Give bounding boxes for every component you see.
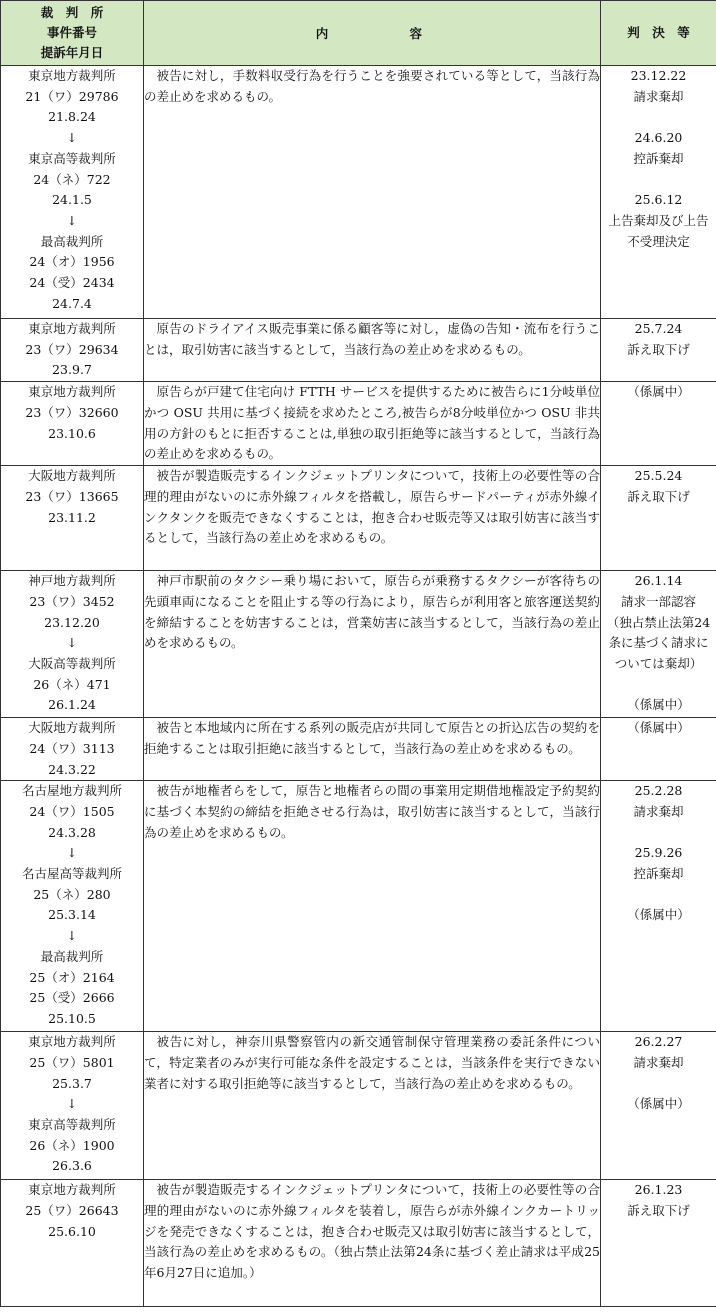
judgment-line: 請求一部認容 xyxy=(620,593,696,609)
court-line: 25（オ）2164 xyxy=(29,969,115,985)
court-line: 24（オ）1956 xyxy=(29,254,115,270)
content-cell: 被告が地権者らをして，原告と地権者らの間の事業用定期借地権設定予約契約に基づく本契約の締結を拒絶させる行為は，取引妨害に該当するとして，当該行為の差止めを求めるもの。 xyxy=(144,781,601,1032)
court-line: 23.11.2 xyxy=(48,509,96,525)
case-row xyxy=(1,66,716,319)
judgment-line xyxy=(601,107,716,128)
court-line: 25（ワ）26643 xyxy=(25,1202,119,1218)
case-row xyxy=(1,781,716,1032)
court-line: 23（ワ）3452 xyxy=(29,593,115,609)
content-cell: 神戸市駅前のタクシー乗り場において，原告らが乗務するタクシーが客待ちの先頭車両になることを阻止する等の行為により，原告らが利用客と旅客運送契約を締結することを妨害することは，営業妨害に該当するとして，当該行為の差止めを求めるもの。 xyxy=(144,571,601,718)
case-row xyxy=(1,466,716,571)
judgment-line: 24.6.20 xyxy=(634,130,683,146)
judgment-cell xyxy=(601,571,716,718)
judgment-cell xyxy=(601,382,716,466)
court-line: 23（ワ）29634 xyxy=(25,341,119,357)
court-line: 25.10.5 xyxy=(48,1010,96,1026)
court-cell xyxy=(1,571,144,718)
judgment-cell xyxy=(601,718,716,781)
content-cell: 被告に対し，神奈川県警察管内の新交通管制保守管理業務の委託条件について，特定業者のみが実行可能な条件を設定することは，当該条件を実行できない業者に対する取引拒絶等に該当するとして，当該行為の差止めを求めるもの。 xyxy=(144,1032,601,1180)
court-line: 25（ワ）5801 xyxy=(29,1054,115,1070)
judgment-line: 上告棄却及び上告 xyxy=(608,212,709,228)
court-cell xyxy=(1,66,144,319)
judgment-cell xyxy=(601,319,716,382)
court-line: 26.1.24 xyxy=(48,697,96,713)
judgment-line: 請求棄却 xyxy=(633,88,684,104)
case-row xyxy=(1,1032,716,1180)
court-cell xyxy=(1,382,144,466)
case-table-body xyxy=(1,66,716,1307)
court-line: 24.3.28 xyxy=(48,824,96,840)
header-judgment-label: 判 決 等 xyxy=(627,25,690,40)
case-row xyxy=(1,1180,716,1307)
judgment-line: （独占禁止法第24 xyxy=(606,614,711,630)
court-line: 21（ワ）29786 xyxy=(25,88,119,104)
court-line: 東京地方裁判所 xyxy=(28,321,116,336)
judgment-line: 請求棄却 xyxy=(633,1054,684,1070)
judgment-line: 請求棄却 xyxy=(633,803,684,819)
judgment-line: （係属中） xyxy=(627,697,690,713)
court-cell xyxy=(1,1180,144,1307)
judgment-line xyxy=(601,170,716,191)
court-line: 26.3.6 xyxy=(52,1158,92,1174)
header-content xyxy=(144,1,601,66)
court-line: ↓ xyxy=(66,635,78,651)
judgment-line: 25.2.28 xyxy=(634,783,683,799)
court-line: 大阪地方裁判所 xyxy=(28,720,116,736)
judgment-line: 26.2.27 xyxy=(634,1034,683,1050)
judgment-cell xyxy=(601,1032,716,1180)
court-line: 大阪高等裁判所 xyxy=(28,655,116,671)
header-content-label: 内 容 xyxy=(315,26,429,41)
judgment-line: 訴え取下げ xyxy=(627,488,690,504)
court-cell xyxy=(1,781,144,1032)
court-line: ↓ xyxy=(66,845,78,861)
court-line: 名古屋高等裁判所 xyxy=(21,866,122,882)
judgment-line: 25.7.24 xyxy=(634,321,683,336)
header-court xyxy=(1,1,144,66)
judgment-line: （係属中） xyxy=(627,1096,690,1112)
court-line: 25.6.10 xyxy=(48,1223,96,1239)
court-line: 東京地方裁判所 xyxy=(28,1182,116,1198)
header-judgment xyxy=(601,1,716,66)
court-line: 24（ワ）3113 xyxy=(29,740,115,756)
content-cell: 被告と本地域内に所在する系列の販売店が共同して原告との折込広告の契約を拒絶することは取引拒絶に該当するとして，当該行為の差止めを求めるもの。 xyxy=(144,718,601,781)
content-cell: 被告が製造販売するインクジェットプリンタについて，技術上の必要性等の合理的理由がないのに赤外線フィルタを装着し，原告らが赤外線インクカートリッジを発売できなくすることは，抱き合わせ販売又は取引妨害に該当するとして，当該行為の差止めを求めるもの。（独占禁止法第24条に基づく差止請求は平成25年6月27日に追加。） xyxy=(144,1180,601,1307)
judgment-line: 訴え取下げ xyxy=(627,1202,690,1218)
case-row xyxy=(1,319,716,382)
judgment-line: 25.9.26 xyxy=(634,845,683,861)
case-row xyxy=(1,382,716,466)
court-cell xyxy=(1,718,144,781)
header-court-line: 裁 判 所 xyxy=(40,5,104,20)
court-line: 26（ネ）471 xyxy=(33,676,111,692)
court-line: 東京地方裁判所 xyxy=(28,1034,116,1050)
case-row xyxy=(1,718,716,781)
court-line: 東京地方裁判所 xyxy=(28,384,116,400)
court-line: ↓ xyxy=(66,130,78,146)
judgment-cell xyxy=(601,781,716,1032)
header-court-line: 事件番号 xyxy=(46,25,97,40)
court-line: 21.8.24 xyxy=(48,109,96,125)
judgment-line: 26.1.14 xyxy=(634,573,683,589)
court-line: ↓ xyxy=(66,928,78,944)
judgment-line: 条に基づく請求に xyxy=(608,635,709,651)
court-line: 25（ネ）280 xyxy=(33,886,111,902)
court-line: 26（ネ）1900 xyxy=(29,1137,115,1153)
court-line: 神戸地方裁判所 xyxy=(28,573,116,589)
judgment-line: （係属中） xyxy=(627,720,690,736)
court-line: 24.7.4 xyxy=(52,295,92,311)
judgment-line: 25.6.12 xyxy=(634,192,683,208)
header-court-line: 提訴年月日 xyxy=(40,45,104,60)
judgment-line xyxy=(601,885,716,906)
judgment-line: 23.12.22 xyxy=(630,68,687,83)
judgment-line: （係属中） xyxy=(627,907,690,923)
court-line: 東京地方裁判所 xyxy=(28,68,116,83)
court-line: 25.3.14 xyxy=(48,907,96,923)
court-line: 23.9.7 xyxy=(52,362,92,378)
judgment-cell xyxy=(601,1180,716,1307)
judgment-line: 26.1.23 xyxy=(634,1182,683,1198)
court-line: 東京高等裁判所 xyxy=(28,1117,116,1133)
court-cell xyxy=(1,466,144,571)
court-line: 名古屋地方裁判所 xyxy=(21,783,122,799)
judgment-line: （係属中） xyxy=(627,384,690,400)
court-line: ↓ xyxy=(66,1096,78,1112)
judgment-line: 訴え取下げ xyxy=(627,341,690,357)
court-line: 23.10.6 xyxy=(48,425,96,441)
content-cell: 原告らが戸建て住宅向け FTTH サービスを提供するために被告らに1分岐単位かつ OSU 共用に基づく接続を求めたところ,被告らが8分岐単位かつ OSU 非共用の方針のもとに拒否することは,単独の取引拒絶等に該当するとして，当該行為の差止めを求めるもの。 xyxy=(144,382,601,466)
judgment-line xyxy=(601,1074,716,1095)
court-cell xyxy=(1,319,144,382)
court-line: 24.1.5 xyxy=(52,192,92,208)
content-cell: 被告に対し，手数料収受行為を行うことを強要されている等として，当該行為の差止めを求めるもの。 xyxy=(144,66,601,319)
judgment-cell xyxy=(601,466,716,571)
court-line: 24.3.22 xyxy=(48,761,96,777)
court-line: 23（ワ）13665 xyxy=(25,488,119,504)
court-line: 25.3.7 xyxy=(52,1075,92,1091)
court-line: 25（受）2666 xyxy=(29,990,115,1006)
court-line: ↓ xyxy=(66,212,78,228)
judgment-line: 不受理決定 xyxy=(627,233,690,249)
case-row xyxy=(1,571,716,718)
judgment-line: 25.5.24 xyxy=(634,468,683,484)
content-cell: 被告が製造販売するインクジェットプリンタについて，技術上の必要性等の合理的理由がないのに赤外線フィルタを搭載し，原告らサードパーティが赤外線インクタンクを販売できなくすることは，抱き合わせ販売等又は取引妨害に該当するとして，当該行為の差止めを求めるもの。 xyxy=(144,466,601,571)
court-line: 大阪地方裁判所 xyxy=(28,468,116,484)
court-line: 最高裁判所 xyxy=(40,948,104,964)
court-line: 24（ワ）1505 xyxy=(29,803,115,819)
court-line: 24（受）2434 xyxy=(29,275,115,291)
judgment-line: ついては棄却） xyxy=(614,655,703,671)
court-cell xyxy=(1,1032,144,1180)
judgment-line: 控訴棄却 xyxy=(633,866,684,882)
judgment-cell xyxy=(601,66,716,319)
court-line: 最高裁判所 xyxy=(40,233,104,249)
court-line: 23.12.20 xyxy=(44,614,100,630)
content-cell: 原告のドライアイス販売事業に係る顧客等に対し，虚偽の告知・流布を行うことは，取引妨害に該当するとして，当該行為の差止めを求めるもの。 xyxy=(144,319,601,382)
header-row xyxy=(1,1,716,66)
judgment-line xyxy=(601,823,716,844)
court-line: 23（ワ）32660 xyxy=(25,404,119,420)
court-line: 24（ネ）722 xyxy=(33,171,111,187)
judgment-line xyxy=(601,675,716,696)
judgment-line: 控訴棄却 xyxy=(633,150,684,166)
court-line: 東京高等裁判所 xyxy=(28,150,116,166)
